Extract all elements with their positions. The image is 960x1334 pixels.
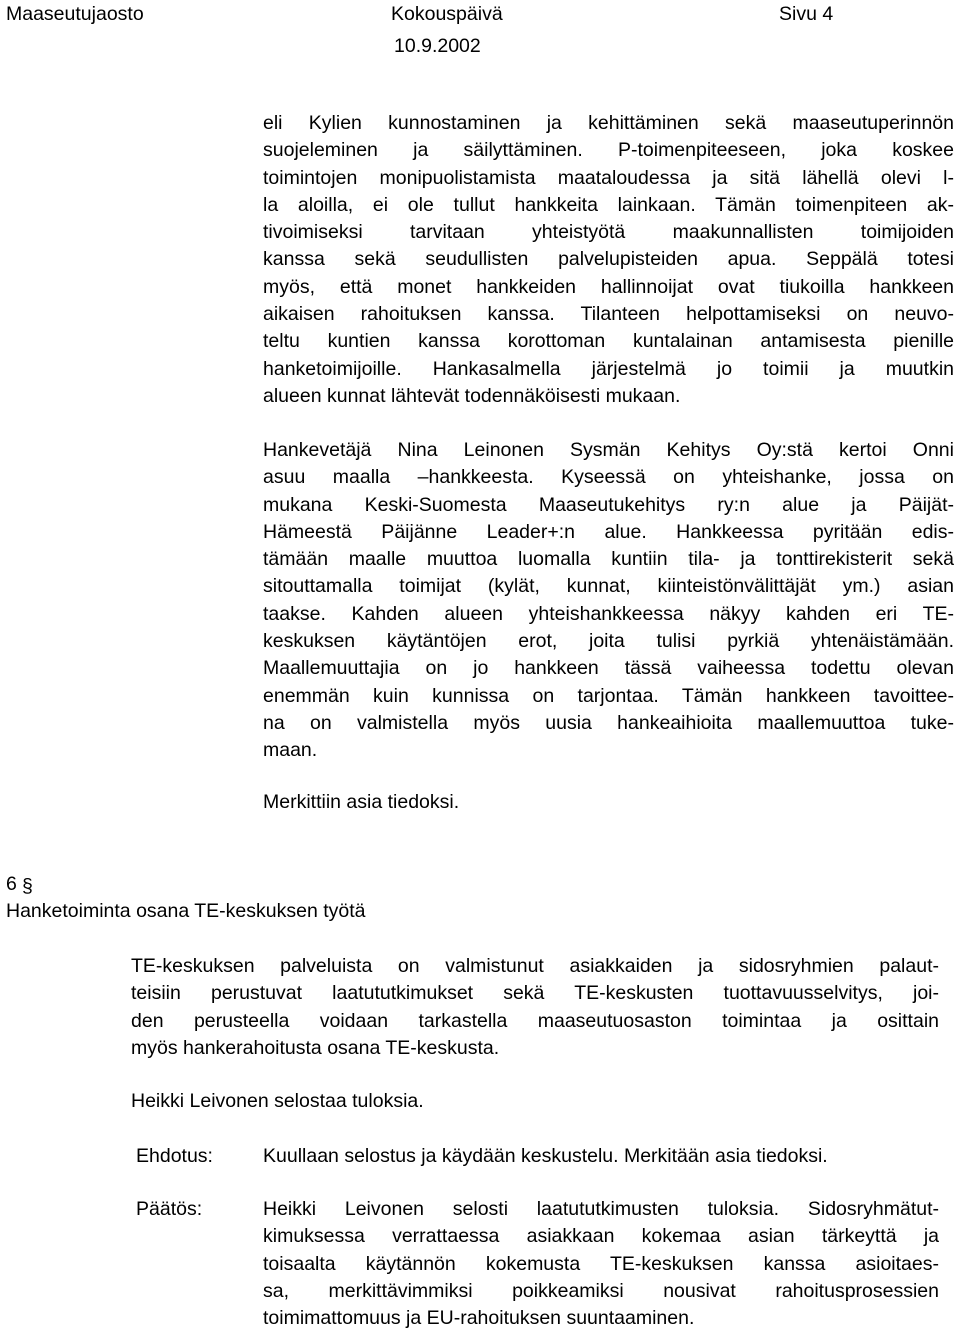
text-line: eli Kylien kunnostaminen ja kehittäminen sekä maaseutuperinnön [263,112,954,134]
section-sign: § [22,875,33,897]
decision-label: Päätös: [136,1198,203,1220]
section-number: 6 [6,873,17,895]
text-line: Kuullaan selostus ja käydään keskustelu. Merkitään asia tiedoksi. [263,1145,828,1167]
text-line: alueen kunnat lähtevät todennäköisesti mukaan. [263,384,681,407]
text-line: TE-keskuksen palveluista on valmistunut asiakkaiden ja sidosryhmien palaut- [131,955,939,977]
text-line: Maallemuuttajia on jo hankkeen tässä vaiheessa todettu olevan [263,657,954,680]
text-line: mukana Keski-Suomesta Maaseutukehitys ry:n alue ja Päijät- [263,493,954,516]
text-line: Heikki Leivonen selosti laatututkimusten tuloksia. Sidosryhmätut- [263,1198,939,1220]
text-line: den perusteella voidaan tarkastella maaseutuosaston toimintaa ja osittain [131,1009,939,1032]
header-org: Maaseutujaosto [6,3,144,25]
text-line: teltu kuntien kanssa korottoman kuntalainan antamisesta pienille [263,330,954,353]
text-line: myös, että monet hankkeiden hallinnoijat ovat tiukoilla hankkeen [263,275,954,298]
text-line: sitouttamalla toimijat (kylät, kunnat, kiinteistönvälittäjät ym.) asian [263,575,954,598]
text-line: aikaisen rahoituksen kanssa. Tilanteen helpottamiseksi on neuvo- [263,303,954,326]
text-line: hanketoimijoille. Hankasalmella järjestelmä jo toimii ja muutkin [263,357,954,380]
text-line: suojeleminen ja säilyttäminen. P-toimenpiteeseen, joka koskee [263,139,954,162]
text-line: kimuksessa verrattaessa asiakkaan kokemaa asian tärkeyttä ja [263,1225,939,1248]
text-line: tivoimiseksi tarvitaan yhteistyötä maakunnallisten toimijoiden [263,221,954,244]
text-line: kanssa sekä seudullisten palvelupisteiden apua. Seppälä totesi [263,248,954,271]
text-line: la aloilla, ei ole tullut hankkeita lainkaan. Tämän toimenpiteen ak- [263,193,954,216]
text-line: toisaalta käytännön kokemusta TE-keskuksen kanssa asioitaes- [263,1252,939,1275]
section5-paragraph-2 [263,437,954,765]
section-title: Hanketoiminta osana TE-keskuksen työtä [6,900,366,922]
proposal-label: Ehdotus: [136,1145,213,1167]
text-line: tämään maalle muuttoa luomalla kuntiin tila- ja tonttirekisterit sekä [263,548,954,571]
section5-conclusion [263,789,954,816]
text-line: taakse. Kahden alueen yhteishankkeessa näkyy kahden eri TE- [263,602,954,625]
text-line: Heikki Leivonen selostaa tuloksia. [131,1090,424,1112]
text-line: toimimattomuus ja EU-rahoituksen suuntaaminen. [263,1307,695,1330]
text-line: keskuksen käytäntöjen erot, joita tulisi pyrkiä yhtenäistämään. [263,630,954,653]
text-line: myös hankerahoitusta osana TE-keskusta. [131,1036,500,1059]
text-line: maan. [263,739,318,762]
header-page-number: Sivu 4 [779,3,834,25]
section6-paragraph-1 [131,953,939,1062]
text-line: toimintojen monipuolistamista maataloudessa ja sitä lähellä olevi l- [263,166,954,189]
proposal-text [263,1143,954,1170]
text-line: Hankevetäjä Nina Leinonen Sysmän Kehitys Oy:stä kertoi Onni [263,439,954,461]
text-line: sa, merkittävimmiksi poikkeamiksi nousivat rahoitusprosessien [263,1279,939,1302]
text-line: enemmän kuin kunnissa on tarjontaa. Tämän hankkeen tavoittee- [263,684,954,707]
header-meeting-label: Kokouspäivä [391,3,503,25]
decision-text [263,1196,939,1332]
section6-paragraph-2 [131,1088,939,1115]
header-date: 10.9.2002 [394,35,481,57]
text-line: Hämeestä Päijänne Leader+:n alue. Hankkeessa pyritään edis- [263,520,954,543]
text-line: na on valmistella myös uusia hankeaihioita maallemuuttoa tuke- [263,711,954,734]
section5-paragraph-1 [263,110,954,410]
text-line: teisiin perustuvat laatututkimukset sekä TE-keskusten tuottavuusselvitys, joi- [131,982,939,1005]
text-line: Merkittiin asia tiedoksi. [263,791,460,813]
text-line: asuu maalla –hankkeesta. Kyseessä on yhteishanke, jossa on [263,466,954,489]
